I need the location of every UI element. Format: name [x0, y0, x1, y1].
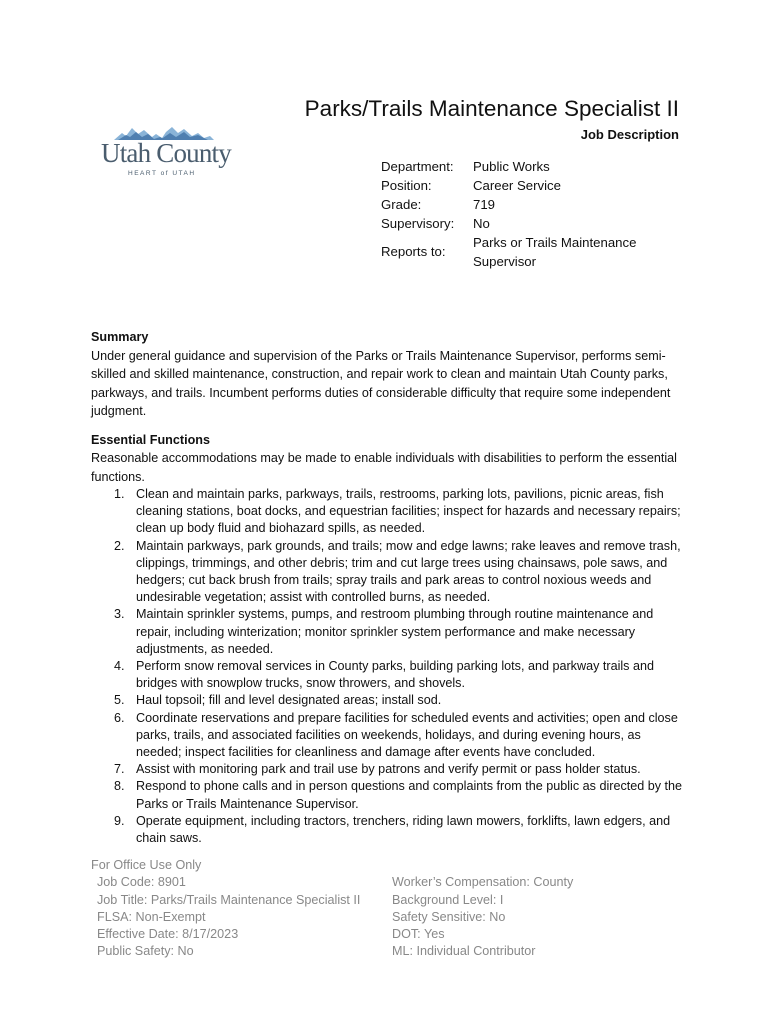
list-item — [91, 778, 686, 812]
list-item-text: Maintain parkways, park grounds, and trails; mow and edge lawns; rake leaves and remove trash, clippings, trimmings, and other debris; trim and cut large trees using chainsaws, pole saws, and hedgers; cut back brush from trails; spray trails and park areas to control noxious weeds and undesirable vegetation; assist with controlled burns, as needed. — [136, 538, 681, 605]
logo-wordmark: Utah County — [101, 138, 231, 168]
info-label: Department: — [381, 159, 454, 174]
list-item-text: Clean and maintain parks, parkways, trails, restrooms, parking lots, pavilions, picnic areas, fish cleaning stations, boat docks, and equestrian facilities; inspect for hazards and necessary repairs; clean up body fluid and biohazard spills, as needed. — [136, 487, 681, 536]
info-value: Public Works — [473, 159, 550, 174]
essential-functions-list — [91, 486, 686, 847]
info-label: Supervisory: — [381, 216, 455, 231]
info-value: Career Service — [473, 178, 561, 193]
list-number: 9. — [114, 813, 125, 828]
job-info-table — [381, 157, 673, 271]
list-item — [91, 692, 686, 709]
logo-tagline: HEART of UTAH — [128, 170, 196, 177]
list-item-text: Operate equipment, including tractors, trenchers, riding lawn mowers, forklifts, lawn edgers, and chain saws. — [136, 813, 671, 846]
office-field: Worker’s Compensation: County — [392, 875, 574, 890]
list-number: 6. — [114, 710, 125, 725]
list-item-text: Coordinate reservations and prepare facilities for scheduled events and activities; open and close parks, trails, and associated facilities on weekends, holidays, and during evening hours, as needed; inspect facilities for cleanliness and damage after events have concluded. — [136, 710, 678, 760]
list-item-text: Assist with monitoring park and trail use by patrons and verify permit or pass holder status. — [136, 762, 641, 777]
info-row — [381, 176, 673, 195]
office-field: DOT: Yes — [392, 927, 445, 942]
office-field: Job Title: Parks/Trails Maintenance Specialist II — [97, 892, 361, 907]
office-field: Background Level: I — [392, 892, 504, 907]
info-value: Parks or Trails Maintenance Supervisor — [473, 235, 637, 269]
list-item — [91, 813, 686, 847]
page-title: Parks/Trails Maintenance Specialist II — [304, 96, 679, 121]
info-value: 719 — [473, 197, 496, 212]
list-item-text: Maintain sprinkler systems, pumps, and restroom plumbing through routine maintenance and repair, including winterization; monitor sprinkler system performance and make necessary adjustments, as needed. — [136, 607, 654, 656]
office-field: Public Safety: No — [97, 944, 194, 959]
info-row — [381, 157, 673, 176]
office-use-heading: For Office Use Only — [91, 858, 202, 872]
office-field: Safety Sensitive: No — [392, 909, 506, 924]
office-field: ML: Individual Contributor — [392, 944, 536, 959]
office-field: Job Code: 8901 — [97, 875, 186, 890]
list-item-text: Haul topsoil; fill and level designated areas; install sod. — [136, 693, 442, 708]
list-item — [91, 486, 686, 538]
essential-functions-heading: Essential Functions — [91, 432, 210, 447]
office-use-footer — [91, 857, 691, 961]
office-use-left-column — [91, 874, 392, 960]
utah-county-logo — [100, 124, 235, 182]
info-row — [381, 195, 673, 214]
list-item-text: Perform snow removal services in County parks, building parking lots, and parkway trails and bridges with snowplow trucks, snow throwers, and shovels. — [136, 659, 654, 691]
list-item — [91, 658, 686, 692]
info-row — [381, 233, 673, 271]
summary-heading: Summary — [91, 330, 149, 344]
job-description-body — [91, 328, 686, 847]
office-field: Effective Date: 8/17/2023 — [97, 927, 239, 942]
list-number: 1. — [114, 487, 125, 501]
list-item — [91, 538, 686, 607]
list-number: 4. — [114, 659, 125, 674]
list-number: 8. — [114, 779, 125, 794]
page-subtitle: Job Description — [580, 127, 679, 142]
list-number: 5. — [114, 693, 125, 708]
info-row — [381, 214, 673, 233]
list-number: 3. — [114, 607, 125, 622]
list-item-text: Respond to phone calls and in person questions and complaints from the public as directed by the Parks or Trails Maintenance Supervisor. — [136, 779, 683, 811]
list-number: 7. — [114, 762, 125, 777]
info-value: No — [473, 216, 490, 231]
list-number: 2. — [114, 538, 125, 553]
office-field: FLSA: Non-Exempt — [97, 909, 206, 924]
office-use-right-column — [392, 874, 682, 960]
info-label: Position: — [381, 178, 432, 193]
list-item — [91, 606, 686, 658]
info-label: Grade: — [381, 197, 422, 212]
info-label: Reports to: — [381, 244, 446, 259]
summary-text: Under general guidance and supervision of the Parks or Trails Maintenance Supervisor, performs semi-skilled and skilled maintenance, construction, and repair work to clean and maintain Utah County parks, parkways, and trails. Incumbent performs duties of considerable difficulty that require some independent judgment. — [91, 348, 671, 418]
essential-functions-intro: Reasonable accommodations may be made to enable individuals with disabilities to perform the essential functions. — [91, 451, 677, 484]
list-item — [91, 761, 686, 778]
list-item — [91, 710, 686, 762]
